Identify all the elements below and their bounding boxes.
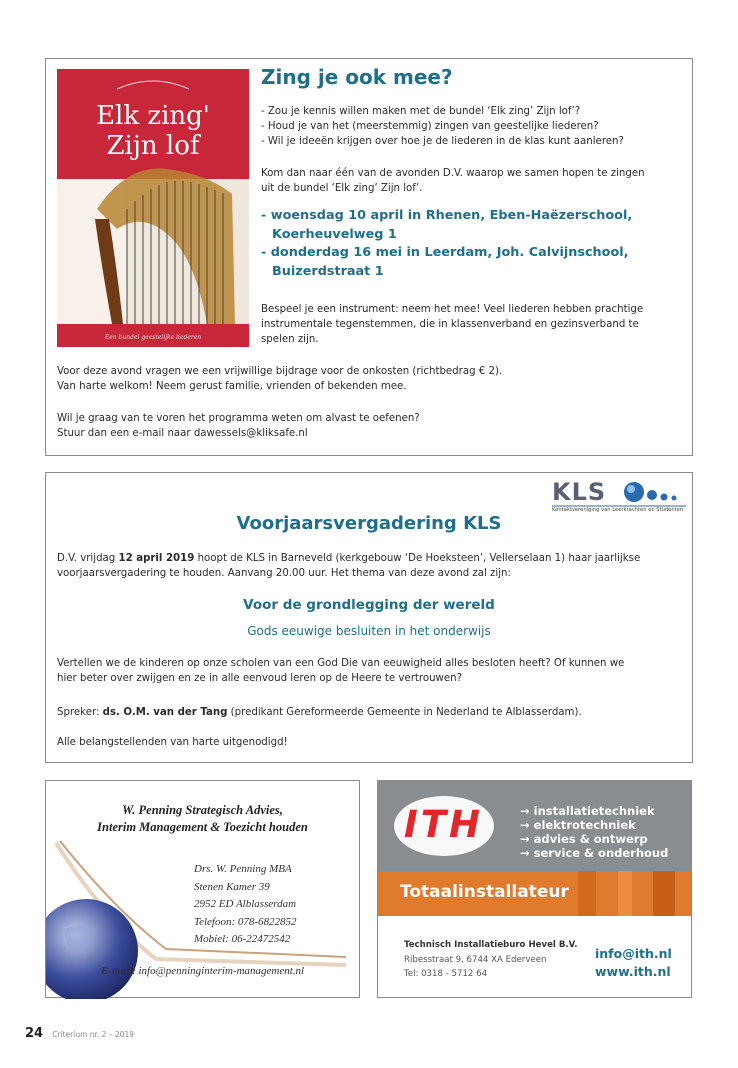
- ad-penning: [45, 780, 360, 998]
- article-voorjaarsvergadering: [45, 472, 693, 763]
- contact-street: Stenen Kamer 39: [194, 880, 270, 893]
- ith-website[interactable]: www.ith.nl: [595, 964, 671, 979]
- page-footer: [25, 1022, 134, 1041]
- service-item: → elektrotechniek: [520, 818, 636, 832]
- question-paragraph: [57, 656, 683, 686]
- speaker-line: [57, 705, 582, 720]
- event-date: 12 april 2019: [118, 553, 195, 564]
- event-date-2: - donderdag 16 mei in Leerdam, Joh. Calvijnschool,: [261, 245, 629, 260]
- email-label: E-mail:: [100, 965, 136, 977]
- kls-logo-text: KLS: [552, 478, 607, 506]
- question-list: [261, 104, 624, 150]
- ith-logo: ITH: [404, 803, 483, 846]
- article-title: Voorjaarsvergadering KLS: [236, 513, 502, 534]
- speaker-label: Spreker:: [57, 707, 103, 718]
- page-number: 24: [25, 1026, 44, 1041]
- event-location-2: Buizerdstraat 1: [272, 263, 384, 279]
- ad-heading-line1: W. Penning Strategisch Advies,: [122, 803, 283, 817]
- company-name: Technisch Installatieburo Hevel B.V.: [404, 940, 578, 950]
- text-line: voorjaarsvergadering te houden. Aanvang 20.00 uur. Het thema van deze avond zal zijn:: [57, 568, 511, 580]
- book-title-line1: Elk zing': [96, 101, 210, 131]
- company-address: Ribesstraat 9, 6744 XA Ederveen: [404, 955, 547, 965]
- intro-paragraph: [261, 166, 645, 196]
- text-line: Bespeel je een instrument: neem het mee! Veel liederen hebben prachtige: [261, 304, 644, 315]
- contact-phone: Telefoon: 078-6822852: [194, 915, 297, 928]
- text-line: Van harte welkom! Neem gerust familie, vrienden of bekenden mee.: [57, 381, 407, 393]
- event-location-1: Koerheuvelweg 1: [272, 226, 397, 242]
- speaker-details: (predikant Gereformeerde Gemeente in Nederland te Alblasserdam).: [227, 707, 582, 718]
- instrument-paragraph: [261, 302, 681, 348]
- text-line: spelen zijn.: [261, 334, 319, 346]
- list-item: - Houd je van het (meerstemmig) zingen van geestelijke liederen?: [261, 121, 599, 133]
- list-item: - Zou je kennis willen maken met de bundel ‘Elk zing’ Zijn lof’?: [261, 106, 581, 117]
- ad-heading-line2: Interim Management & Toezicht houden: [97, 820, 308, 834]
- service-item: → advies & ontwerp: [520, 832, 648, 846]
- contact-city: 2952 ED Alblasserdam: [194, 898, 297, 910]
- ith-banner: [378, 871, 691, 916]
- text-line: uit de bundel ‘Elk zing’ Zijn lof’.: [261, 183, 423, 195]
- contact-details: [194, 861, 297, 949]
- ith-header: [378, 781, 691, 871]
- event-date-1: - woensdag 10 april in Rhenen, Eben-Haëzerschool,: [261, 208, 633, 223]
- book-cover-image: [57, 69, 249, 347]
- text-line: instrumentale tegenstemmen, die in klassenverband en gezinsverband te: [261, 319, 639, 331]
- intro-paragraph: [57, 551, 683, 581]
- text-line: Wil je graag van te voren het programma weten om alvast te oefenen?: [57, 413, 420, 424]
- service-item: → installatietechniek: [520, 804, 655, 818]
- publication-name: Criterium nr. 2 – 2019: [52, 1030, 135, 1039]
- company-phone: Tel: 0318 - 5712 64: [404, 969, 488, 979]
- ad-ith: [377, 780, 692, 998]
- banner-text: Totaalinstallateur: [400, 882, 569, 902]
- text-span: hoopt de KLS in Barneveld (kerkgebouw ‘De Hoeksteen’, Vellerselaan 1) haar jaarlijkse: [194, 553, 641, 564]
- email-line: [46, 965, 359, 977]
- article-zing-je-ook-mee: [45, 58, 693, 456]
- program-paragraph: [57, 411, 420, 441]
- text-line: Stuur dan een e-mail naar dawessels@kliksafe.nl: [57, 428, 308, 440]
- email-address[interactable]: info@penninginterim-management.nl: [138, 965, 305, 977]
- contribution-paragraph: [57, 364, 502, 394]
- contact-mobile: Mobiel: 06-22472542: [194, 933, 291, 945]
- book-subtitle: Een bundel geestelijke liederen: [104, 334, 202, 341]
- contact-name: Drs. W. Penning MBA: [194, 863, 292, 875]
- article-title: Zing je ook mee?: [261, 65, 453, 89]
- theme-subtitle: Gods eeuwige besluiten in het onderwijs: [247, 624, 491, 638]
- text-line: hier beter over zwijgen en ze in alle eenvoud leren op de Heere te vertrouwen?: [57, 673, 462, 685]
- event-dates: [261, 207, 632, 281]
- theme-title: Voor de grondlegging der wereld: [243, 597, 495, 613]
- text-line: Vertellen we de kinderen op onze scholen van een God Die van eeuwigheid alles besloten heeft? Of kunnen we: [57, 658, 625, 669]
- book-title-line2: Zijn lof: [106, 131, 200, 161]
- kls-logo-caption: Kontaktvereniging van Leerkrachten en Studenten: [552, 507, 684, 513]
- speaker-name: ds. O.M. van der Tang: [102, 707, 228, 718]
- text-line: [57, 551, 683, 566]
- text-span: D.V. vrijdag: [57, 553, 119, 564]
- closing-line: Alle belangstellenden van harte uitgenodigd!: [57, 737, 288, 748]
- text-line: Voor deze avond vragen we een vrijwillige bijdrage voor de onkosten (richtbedrag € 2).: [57, 366, 503, 377]
- kls-logo: [552, 479, 686, 515]
- list-item: - Wil je ideeën krijgen over hoe je de liederen in de klas kunt aanleren?: [261, 136, 624, 148]
- text-line: Kom dan naar één van de avonden D.V. waarop we samen hopen te zingen: [261, 168, 645, 179]
- ith-email[interactable]: info@ith.nl: [595, 946, 672, 961]
- service-item: → service & onderhoud: [520, 846, 669, 860]
